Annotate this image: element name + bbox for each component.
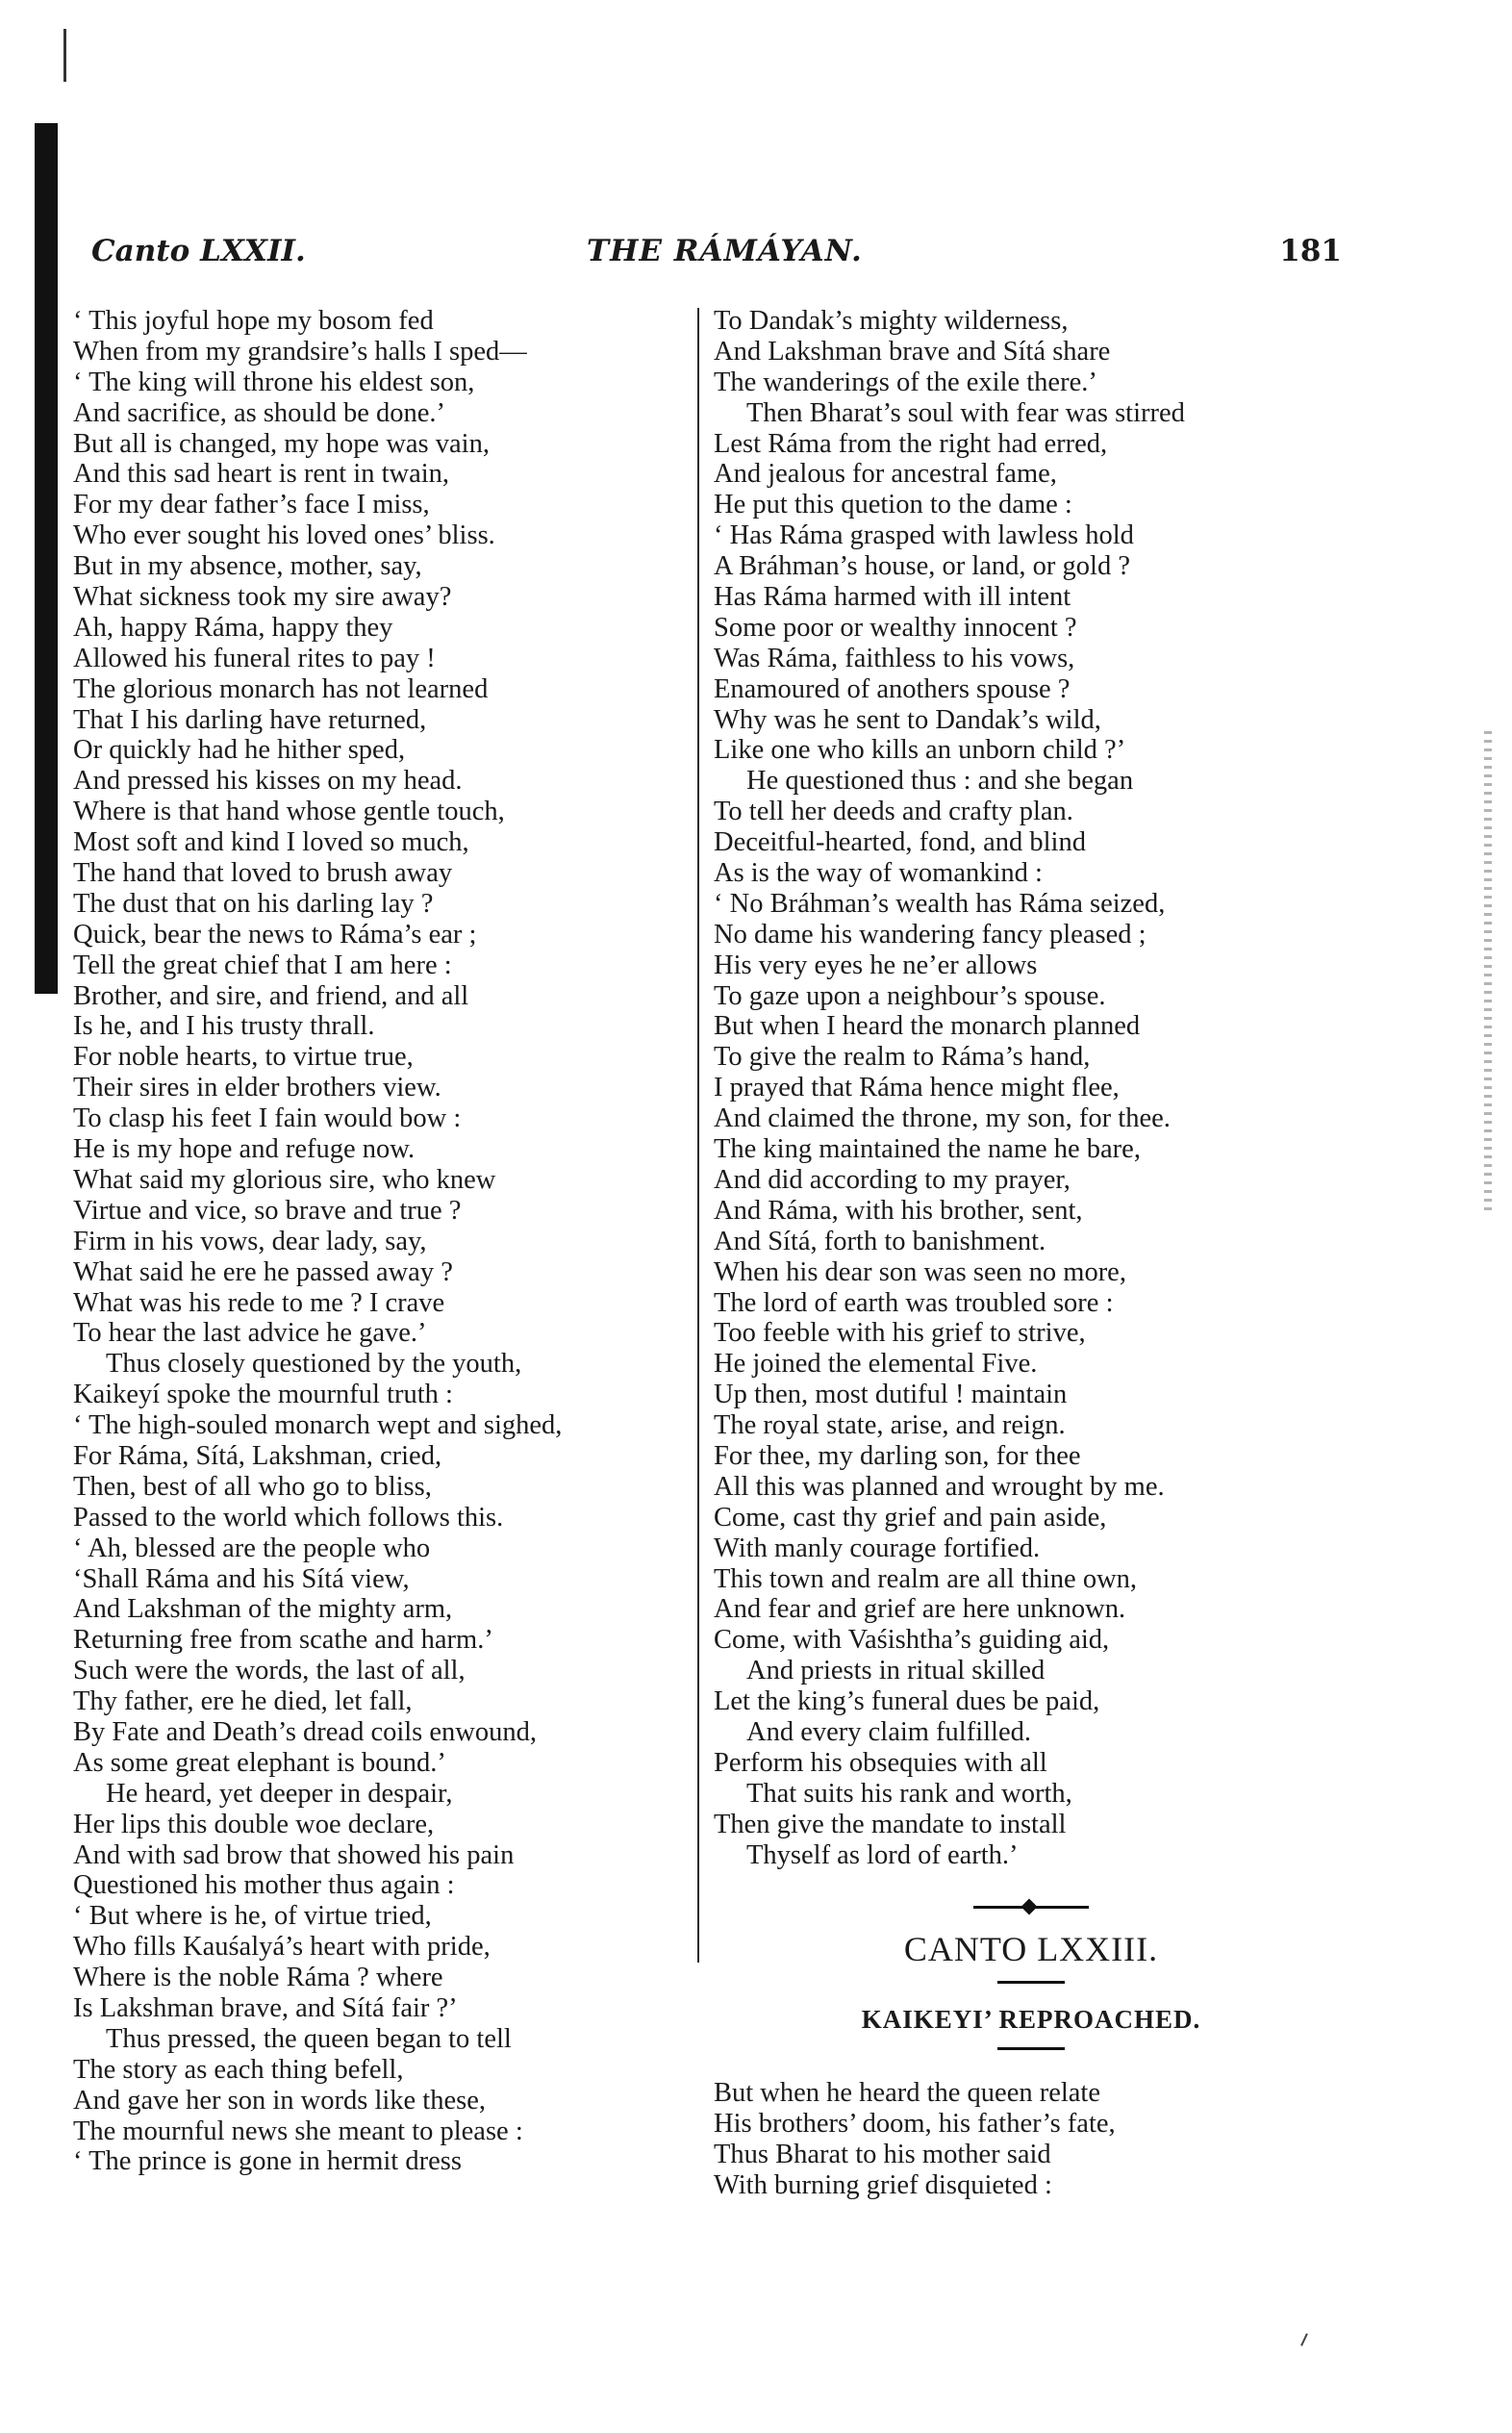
verse-line: His very eyes he ne’er allows (714, 950, 1038, 980)
verse-line: Thyself as lord of earth.’ (746, 1839, 1019, 1870)
verse-line: Or quickly had he hither sped, (73, 735, 406, 766)
verse-line: Was Ráma, faithless to his vows, (714, 643, 1075, 673)
verse-line: As some great elephant is bound.’ (73, 1747, 446, 1778)
verse-line: To hear the last advice he gave.’ (73, 1318, 427, 1349)
canto-body-verse (714, 2078, 1348, 2201)
verse-line: Virtue and vice, so brave and true ? (73, 1195, 462, 1226)
verse-line: And jealous for ancestral fame, (714, 459, 1057, 490)
page-edge-shadow (35, 123, 58, 994)
verse-line: And with sad brow that showed his pain (73, 1839, 515, 1870)
verse-line: Up then, most dutiful ! maintain (714, 1380, 1068, 1410)
verse-line: And did according to my prayer, (714, 1164, 1071, 1195)
margin-tick-mark (63, 29, 66, 82)
verse-line: The wanderings of the exile there.’ (714, 367, 1097, 397)
verse-line: Questioned his mother thus again : (73, 1870, 455, 1901)
verse-line: Her lips this double woe declare, (73, 1809, 435, 1839)
column-divider (697, 308, 699, 1963)
verse-line: To give the realm to Ráma’s hand, (714, 1042, 1091, 1073)
verse-line: And pressed his kisses on my head. (73, 766, 463, 797)
verse-line: By Fate and Death’s dread coils enwound, (73, 1716, 538, 1747)
verse-line: ‘ The prince is gone in hermit dress (73, 2146, 462, 2177)
verse-line: That suits his rank and worth, (746, 1778, 1072, 1809)
verse-line: But when he heard the queen relate (714, 2078, 1100, 2108)
verse-line: He joined the elemental Five. (714, 1349, 1038, 1380)
verse-line: Tell the great chief that I am here : (73, 950, 452, 980)
verse-line: Is Lakshman brave, and Sítá fair ?’ (73, 1992, 458, 2023)
verse-line: What said my glorious sire, who knew (73, 1164, 496, 1195)
header-book-title: THE RÁMÁYAN. (587, 234, 863, 268)
verse-line: ‘ But where is he, of virtue tried, (73, 1901, 432, 1932)
verse-line: ‘ Has Ráma grasped with lawless hold (714, 520, 1134, 551)
verse-line: Thus closely questioned by the youth, (106, 1349, 522, 1380)
page-number: 181 (1279, 234, 1342, 268)
verse-line: Where is the noble Ráma ? where (73, 1963, 443, 1993)
verse-line: Most soft and kind I loved so much, (73, 827, 469, 858)
verse-line: ‘ No Bráhman’s wealth has Ráma seized, (714, 888, 1166, 919)
verse-line: Brother, and sire, and friend, and all (73, 980, 469, 1011)
verse-line: Then, best of all who go to bliss, (73, 1471, 432, 1502)
verse-line: Passed to the world which follows this. (73, 1502, 504, 1533)
title-rule (997, 1981, 1065, 1984)
verse-line: With manly courage fortified. (714, 1533, 1041, 1563)
verse-line: With burning grief disquieted : (714, 2169, 1052, 2200)
verse-line: And Sítá, forth to banishment. (714, 1226, 1046, 1256)
verse-line: That I his darling have returned, (73, 704, 427, 735)
header-canto-ref: Canto LXXII. (91, 234, 306, 268)
verse-line: But when I heard the monarch planned (714, 1011, 1141, 1042)
verse-line: But in my absence, mother, say, (73, 551, 422, 582)
verse-line: Perform his obsequies with all (714, 1747, 1047, 1778)
verse-line: A Bráhman’s house, or land, or gold ? (714, 551, 1130, 582)
verse-line: The lord of earth was troubled sore : (714, 1287, 1114, 1318)
verse-line: What sickness took my sire away? (73, 582, 452, 613)
verse-line: Let the king’s funeral dues be paid, (714, 1686, 1100, 1717)
verse-line: As is the way of womankind : (714, 858, 1043, 889)
running-header (91, 234, 1342, 276)
verse-line: What said he ere he passed away ? (73, 1256, 453, 1287)
verse-line: Allowed his funeral rites to pay ! (73, 643, 436, 673)
verse-line: Like one who kills an unborn child ?’ (714, 735, 1126, 766)
verse-line: And Lakshman brave and Sítá share (714, 336, 1111, 367)
verse-line: Thus pressed, the queen began to tell (106, 2023, 512, 2054)
verse-line: Come, with Vaśishtha’s guiding aid, (714, 1625, 1110, 1656)
verse-line: Quick, bear the news to Ráma’s ear ; (73, 919, 477, 950)
verse-line: The royal state, arise, and reign. (714, 1410, 1066, 1441)
verse-line: He is my hope and refuge now. (73, 1134, 416, 1165)
left-column-verse (73, 306, 689, 2177)
verse-line: I prayed that Ráma hence might flee, (714, 1073, 1120, 1103)
verse-line: Too feeble with his grief to strive, (714, 1318, 1086, 1349)
verse-line: He heard, yet deeper in despair, (106, 1778, 453, 1809)
right-edge-scan-marks (1484, 731, 1492, 1212)
verse-line: Thus Bharat to his mother said (714, 2139, 1051, 2169)
verse-line: Such were the words, the last of all, (73, 1656, 466, 1686)
verse-line: He questioned thus : and she began (746, 766, 1134, 797)
canto-title: CANTO LXXIII. (903, 1930, 1159, 1968)
verse-line: And this sad heart is rent in twain, (73, 459, 450, 490)
verse-line: The glorious monarch has not learned (73, 673, 489, 704)
verse-line: Ah, happy Ráma, happy they (73, 612, 393, 643)
verse-line: And sacrifice, as should be done.’ (73, 397, 446, 428)
verse-line: The story as each thing befell, (73, 2054, 404, 2085)
verse-line: And every claim fulfilled. (746, 1716, 1031, 1747)
verse-line: This town and realm are all thine own, (714, 1563, 1138, 1594)
verse-line: Who ever sought his loved ones’ bliss. (73, 520, 495, 551)
verse-line: Then give the mandate to install (714, 1809, 1067, 1839)
verse-line: What was his rede to me ? I crave (73, 1287, 445, 1318)
verse-line: To Dandak’s mighty wilderness, (714, 306, 1069, 336)
verse-line: No dame his wandering fancy pleased ; (714, 919, 1147, 950)
verse-line: Why was he sent to Dandak’s wild, (714, 704, 1101, 735)
verse-line: Enamoured of anothers spouse ? (714, 673, 1071, 704)
verse-line: For noble hearts, to virtue true, (73, 1042, 414, 1073)
verse-line: And priests in ritual skilled (746, 1656, 1046, 1686)
verse-line: The king maintained the name he bare, (714, 1134, 1141, 1165)
verse-line: And Ráma, with his brother, sent, (714, 1195, 1083, 1226)
verse-line: The hand that loved to brush away (73, 858, 453, 889)
verse-line: To tell her deeds and crafty plan. (714, 797, 1073, 827)
verse-line: Kaikeyí spoke the mournful truth : (73, 1380, 453, 1410)
verse-line: And fear and grief are here unknown. (714, 1594, 1126, 1625)
right-column-verse (714, 306, 1348, 1870)
verse-line: The dust that on his darling lay ? (73, 888, 434, 919)
verse-line: The mournful news she meant to please : (73, 2116, 523, 2146)
verse-line: ‘ This joyful hope my bosom fed (73, 306, 434, 336)
verse-line: His brothers’ doom, his father’s fate, (714, 2108, 1116, 2139)
verse-line: Returning free from scathe and harm.’ (73, 1625, 493, 1656)
verse-line: For thee, my darling son, for thee (714, 1440, 1081, 1471)
subtitle-rule (997, 2047, 1065, 2050)
verse-line: ‘ Ah, blessed are the people who (73, 1533, 431, 1563)
verse-line: ‘ The high-souled monarch wept and sighed, (73, 1410, 563, 1441)
verse-line: And Lakshman of the mighty arm, (73, 1594, 453, 1625)
verse-line: Their sires in elder brothers view. (73, 1073, 441, 1103)
verse-line: Deceitful-hearted, fond, and blind (714, 827, 1086, 858)
section-ornament (973, 1900, 1089, 1913)
verse-line: ‘Shall Ráma and his Sítá view, (73, 1563, 410, 1594)
verse-line: Lest Ráma from the right had erred, (714, 428, 1108, 459)
verse-line: Come, cast thy grief and pain aside, (714, 1502, 1107, 1533)
verse-line: Firm in his vows, dear lady, say, (73, 1226, 427, 1256)
verse-line: Has Ráma harmed with ill intent (714, 582, 1071, 613)
verse-line: All this was planned and wrought by me. (714, 1471, 1165, 1502)
verse-line: Is he, and I his trusty thrall. (73, 1011, 375, 1042)
verse-line: Where is that hand whose gentle touch, (73, 797, 505, 827)
verse-line: He put this quetion to the dame : (714, 490, 1072, 520)
verse-line: Then Bharat’s soul with fear was stirred (746, 397, 1185, 428)
verse-line: Who fills Kauśalyá’s heart with pride, (73, 1932, 491, 1963)
verse-line: For Ráma, Sítá, Lakshman, cried, (73, 1440, 442, 1471)
canto-subtitle: KAIKEYI’ REPROACHED. (861, 2005, 1201, 2034)
verse-line: When from my grandsire’s halls I sped— (73, 336, 527, 367)
verse-line: Some poor or wealthy innocent ? (714, 612, 1077, 643)
verse-line: Thy father, ere he died, let fall, (73, 1686, 413, 1717)
verse-line: To clasp his feet I fain would bow : (73, 1103, 462, 1134)
stray-pen-mark (1300, 2333, 1308, 2346)
verse-line: When his dear son was seen no more, (714, 1256, 1126, 1287)
verse-line: And claimed the throne, my son, for thee. (714, 1103, 1171, 1134)
verse-line: To gaze upon a neighbour’s spouse. (714, 980, 1106, 1011)
verse-line: But all is changed, my hope was vain, (73, 428, 490, 459)
verse-line: For my dear father’s face I miss, (73, 490, 430, 520)
canto-heading-block (714, 1900, 1348, 2050)
verse-line: ‘ The king will throne his eldest son, (73, 367, 475, 397)
verse-line: And gave her son in words like these, (73, 2085, 486, 2116)
